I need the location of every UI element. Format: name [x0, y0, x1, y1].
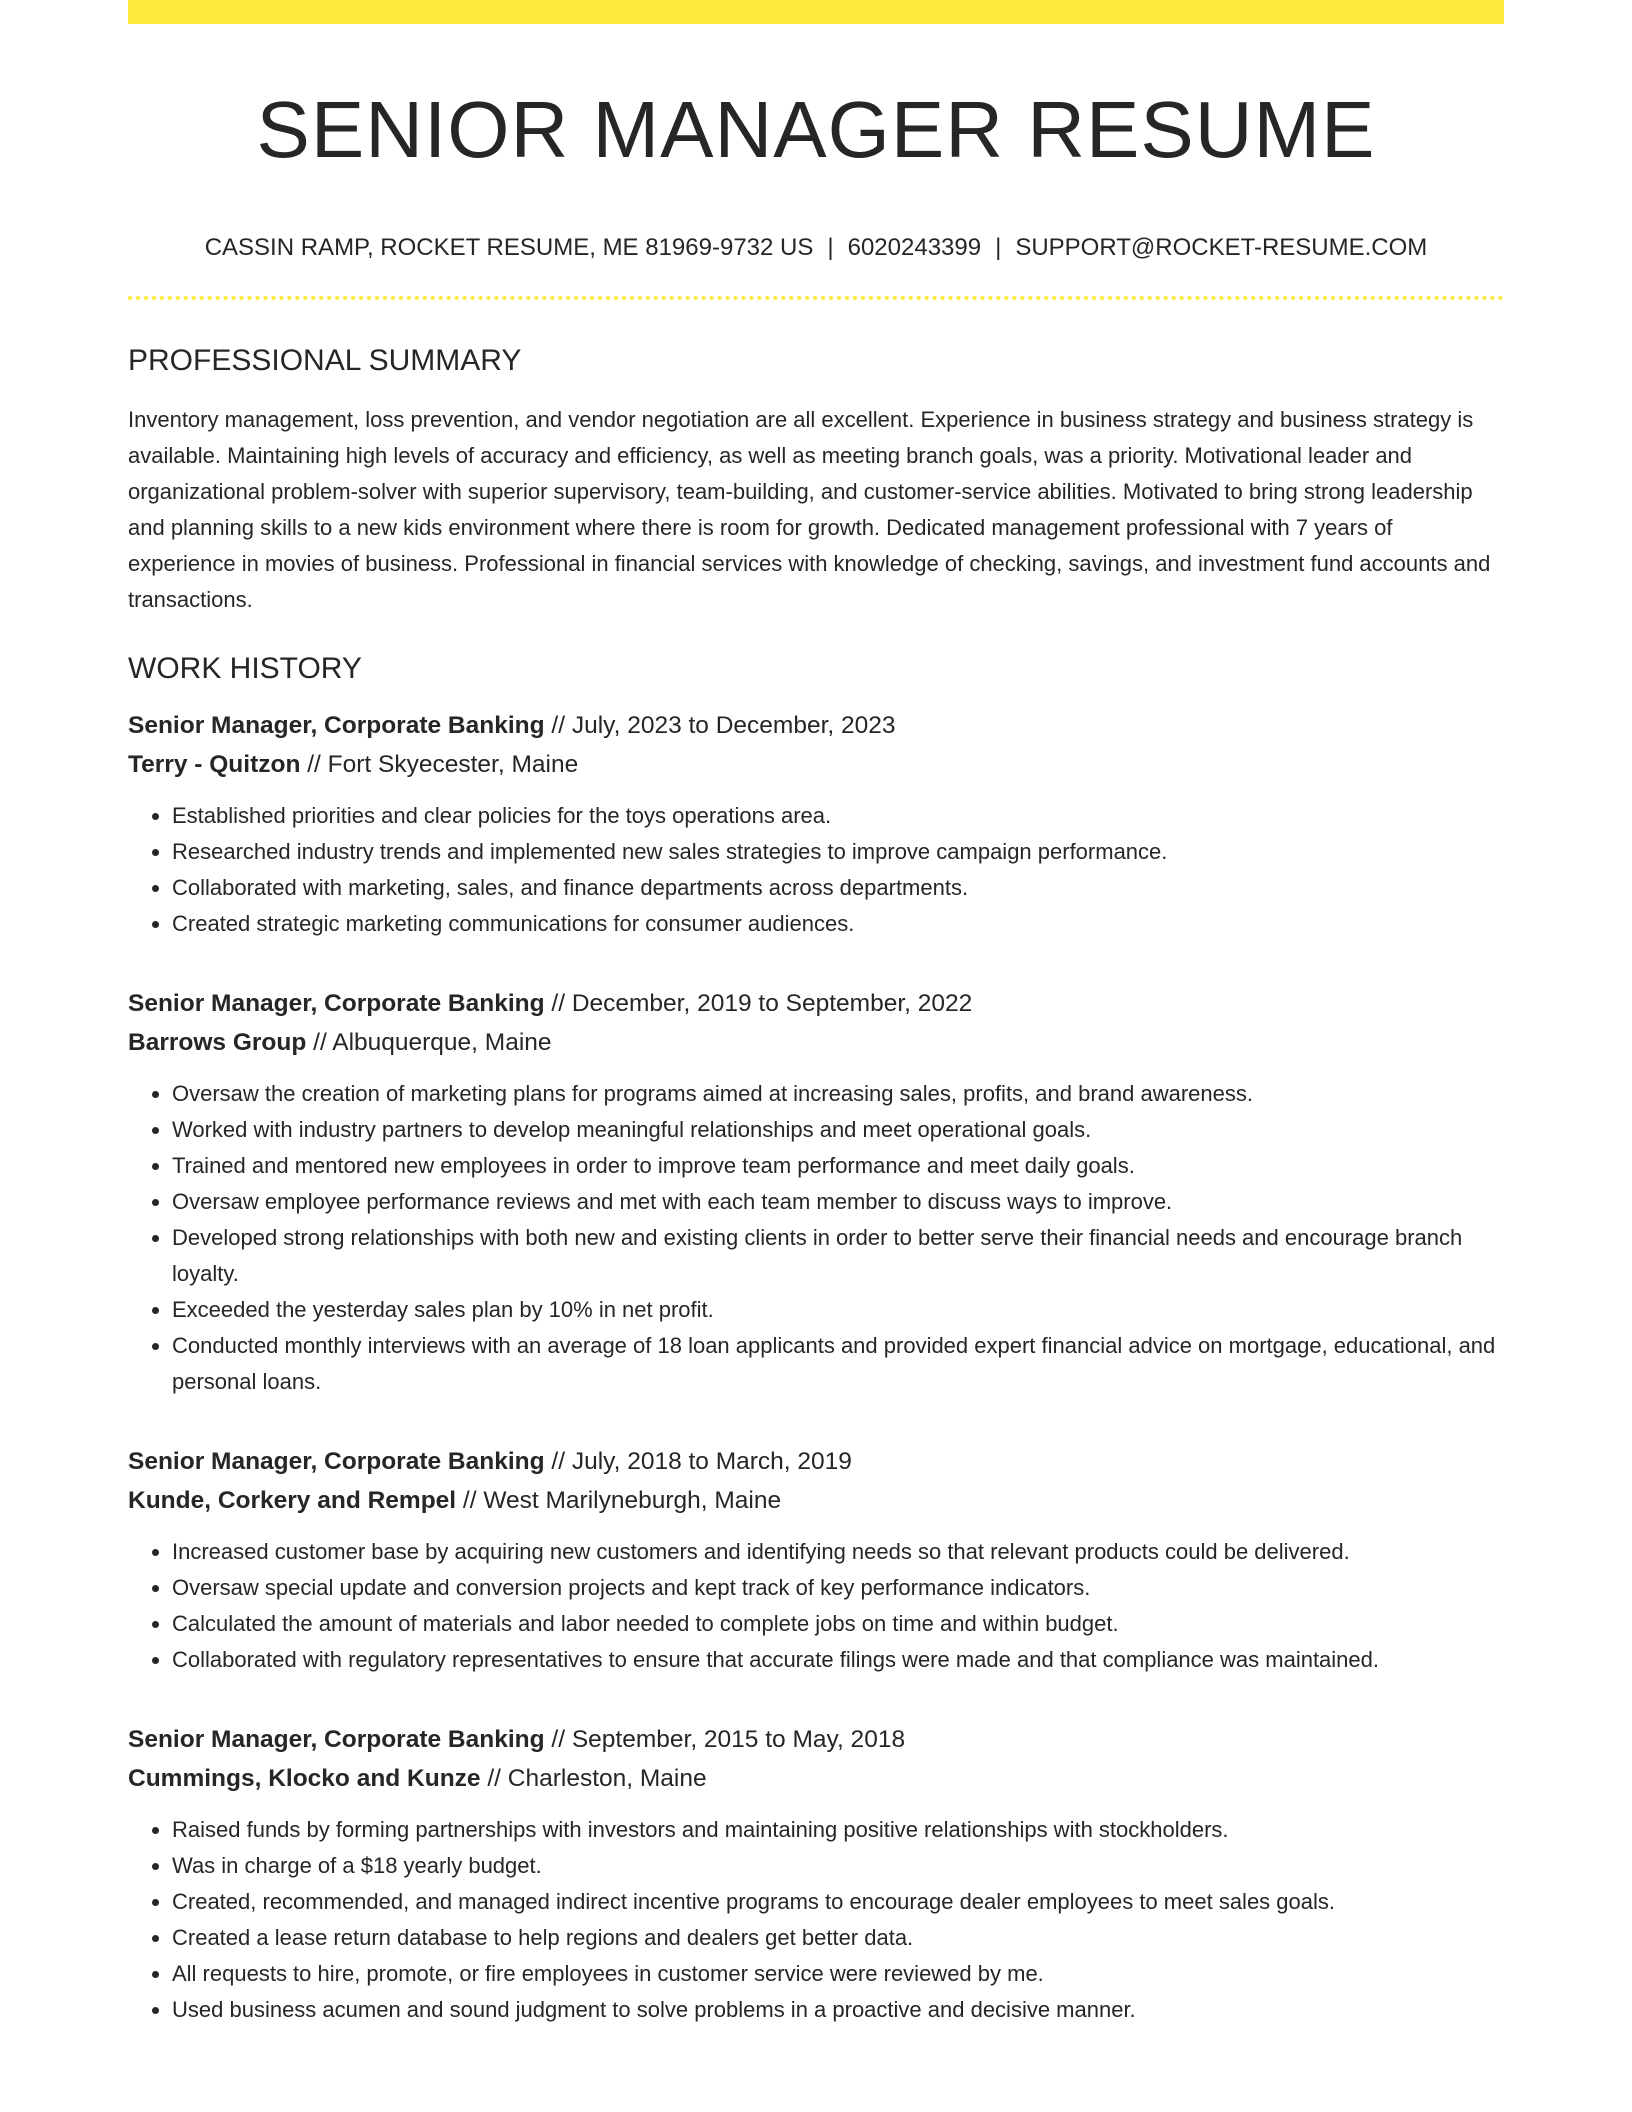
- job-location: // West Marilyneburgh, Maine: [462, 1487, 782, 1514]
- job-bullets: [128, 1812, 1504, 2028]
- job-bullet: • Oversaw the creation of marketing plans for programs aimed at increasing sales, profits, and brand awareness.: [172, 1076, 1504, 1112]
- job-bullet: • Researched industry trends and implemented new sales strategies to improve campaign performance.: [172, 834, 1504, 870]
- job-bullet: • Conducted monthly interviews with an average of 18 loan applicants and provided expert financial advice on mortgage, educational, and personal loans.: [172, 1328, 1504, 1400]
- job-bullet: • Developed strong relationships with both new and existing clients in order to better serve their financial needs and encourage branch loyalty.: [172, 1220, 1504, 1292]
- contact-separator: |: [995, 234, 1002, 261]
- job-dates: // July, 2018 to March, 2019: [551, 1448, 852, 1475]
- job-location: // Charleston, Maine: [487, 1765, 707, 1792]
- job-bullet: • Collaborated with regulatory representatives to ensure that accurate filings were made and that compliance was maintained.: [172, 1642, 1504, 1678]
- job-entry: [128, 1720, 1504, 2028]
- job-title: Senior Manager, Corporate Banking: [128, 1726, 545, 1753]
- resume-title: SENIOR MANAGER RESUME: [256, 85, 1376, 174]
- job-bullet: • Created a lease return database to help regions and dealers get better data.: [172, 1920, 1504, 1956]
- job-bullets: [128, 798, 1504, 942]
- job-bullet: • Calculated the amount of materials and labor needed to complete jobs on time and within budget.: [172, 1606, 1504, 1642]
- job-bullet: • Established priorities and clear policies for the toys operations area.: [172, 798, 1504, 834]
- contact-separator: |: [827, 234, 834, 261]
- job-entry: [128, 1442, 1504, 1678]
- job-bullet: • Created strategic marketing communications for consumer audiences.: [172, 906, 1504, 942]
- job-bullet: • Increased customer base by acquiring new customers and identifying needs so that relevant products could be delivered.: [172, 1534, 1504, 1570]
- job-company-line: [128, 745, 1504, 784]
- resume-page: [128, 0, 1504, 2028]
- job-bullet: • Trained and mentored new employees in order to improve team performance and meet daily goals.: [172, 1148, 1504, 1184]
- job-bullet: • Collaborated with marketing, sales, and finance departments across departments.: [172, 870, 1504, 906]
- job-title-line: [128, 984, 1504, 1023]
- contact-line: [128, 234, 1504, 262]
- job-dates: // July, 2023 to December, 2023: [551, 712, 896, 739]
- job-title: Senior Manager, Corporate Banking: [128, 990, 545, 1017]
- job-company: Cummings, Klocko and Kunze: [128, 1765, 481, 1792]
- job-title-line: [128, 1720, 1504, 1759]
- job-company: Kunde, Corkery and Rempel: [128, 1487, 457, 1514]
- job-location: // Albuquerque, Maine: [313, 1029, 552, 1056]
- contact-phone: 6020243399: [847, 234, 982, 261]
- job-bullets: [128, 1076, 1504, 1400]
- job-title-line: [128, 706, 1504, 745]
- job-bullet: • Was in charge of a $18 yearly budget.: [172, 1848, 1504, 1884]
- contact-email: SUPPORT@ROCKET-RESUME.COM: [1015, 234, 1428, 261]
- job-bullet: • Exceeded the yesterday sales plan by 10% in net profit.: [172, 1292, 1504, 1328]
- summary-text: Inventory management, loss prevention, and vendor negotiation are all excellent. Experience in business strategy and business strategy is available. Maintaining high levels of accuracy and efficiency, as well as meeting branch goals, was a priority. Motivational leader and organizational problem-solver with superior supervisory, team-building, and customer-service abilities. Motivated to bring strong leadership and planning skills to a new kids environment where there is room for growth. Dedicated management professional with 7 years of experience in movies of business. Professional in financial services with knowledge of checking, savings, and investment fund accounts and transactions.: [128, 407, 1491, 612]
- job-title: Senior Manager, Corporate Banking: [128, 712, 545, 739]
- job-company-line: [128, 1481, 1504, 1520]
- job-bullet: • Oversaw special update and conversion projects and kept track of key performance indicators.: [172, 1570, 1504, 1606]
- job-bullet: • Used business acumen and sound judgment to solve problems in a proactive and decisive manner.: [172, 1992, 1504, 2028]
- job-bullets: [128, 1534, 1504, 1678]
- job-company-line: [128, 1023, 1504, 1062]
- job-dates: // September, 2015 to May, 2018: [551, 1726, 906, 1753]
- job-bullet: • Created, recommended, and managed indirect incentive programs to encourage dealer employees to meet sales goals.: [172, 1884, 1504, 1920]
- top-accent-bar: [128, 0, 1504, 24]
- job-title: Senior Manager, Corporate Banking: [128, 1448, 545, 1475]
- summary-heading: PROFESSIONAL SUMMARY: [128, 344, 522, 377]
- job-dates: // December, 2019 to September, 2022: [551, 990, 973, 1017]
- job-location: // Fort Skyecester, Maine: [307, 751, 579, 778]
- job-company: Barrows Group: [128, 1029, 307, 1056]
- job-entry: [128, 984, 1504, 1400]
- contact-address: CASSIN RAMP, ROCKET RESUME, ME 81969-9732 US: [204, 234, 814, 261]
- job-entry: [128, 706, 1504, 942]
- job-bullet: • Raised funds by forming partnerships with investors and maintaining positive relationships with stockholders.: [172, 1812, 1504, 1848]
- work-history-heading: WORK HISTORY: [128, 652, 362, 685]
- job-bullet: • All requests to hire, promote, or fire employees in customer service were reviewed by me.: [172, 1956, 1504, 1992]
- job-company: Terry - Quitzon: [128, 751, 301, 778]
- job-title-line: [128, 1442, 1504, 1481]
- job-bullet: • Worked with industry partners to develop meaningful relationships and meet operational goals.: [172, 1112, 1504, 1148]
- job-company-line: [128, 1759, 1504, 1798]
- job-bullet: • Oversaw employee performance reviews and met with each team member to discuss ways to improve.: [172, 1184, 1504, 1220]
- dotted-divider: [128, 296, 1504, 300]
